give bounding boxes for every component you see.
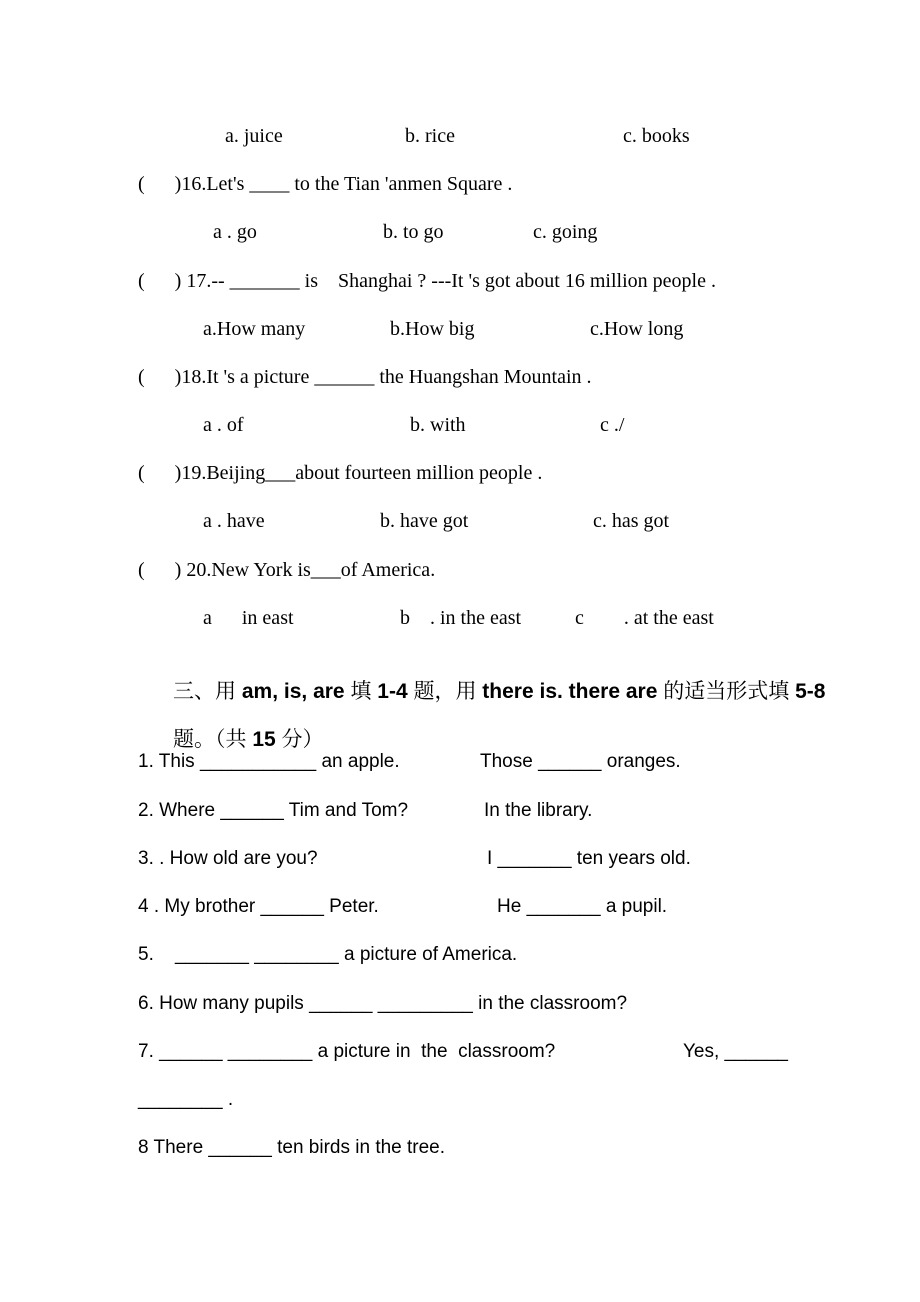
options-16 bbox=[0, 219, 920, 247]
option-16-a: a . go bbox=[213, 221, 257, 243]
header-segment: 题，用 bbox=[407, 680, 483, 703]
question-17 bbox=[0, 268, 920, 296]
question-19-text: ( )19.Beijing___about fourteen million people . bbox=[138, 462, 543, 484]
header-segment: 三、用 bbox=[173, 680, 242, 703]
fill-item-7-left: 7. ______ ________ a picture in the classroom? bbox=[138, 1041, 556, 1062]
option-18-c: c ./ bbox=[600, 414, 625, 436]
fill-item-6 bbox=[0, 991, 920, 1019]
option-15-b: b. rice bbox=[405, 125, 455, 147]
options-20 bbox=[0, 605, 920, 633]
fill-item-2 bbox=[0, 798, 920, 826]
header-segment: 5-8 bbox=[795, 680, 826, 703]
option-20-c: c . at the east bbox=[575, 607, 714, 629]
fill-item-8 bbox=[0, 1135, 920, 1163]
question-20 bbox=[0, 557, 920, 585]
options-18 bbox=[0, 412, 920, 440]
option-19-b: b. have got bbox=[380, 510, 469, 532]
fill-item-3-right: I _______ ten years old. bbox=[487, 848, 691, 869]
fill-item-7-continuation bbox=[0, 1087, 920, 1115]
fill-item-1 bbox=[0, 749, 920, 777]
option-18-b: b. with bbox=[410, 414, 466, 436]
option-17-b: b.How big bbox=[390, 318, 475, 340]
header-segment: there is. there are bbox=[482, 680, 658, 703]
fill-item-6-text: 6. How many pupils ______ _________ in the classroom? bbox=[138, 993, 628, 1014]
fill-item-5 bbox=[0, 942, 920, 970]
fill-item-3-left: 3. . How old are you? bbox=[138, 848, 318, 869]
option-15-a: a. juice bbox=[225, 125, 283, 147]
fill-item-2-right: In the library. bbox=[484, 800, 593, 821]
option-15-c: c. books bbox=[623, 125, 690, 147]
fill-item-5-text: 5. _______ ________ a picture of America. bbox=[138, 944, 518, 965]
section-3-header-line-2 bbox=[0, 701, 920, 751]
option-16-b: b. to go bbox=[383, 221, 444, 243]
option-20-a: a in east bbox=[203, 607, 294, 629]
header-segment: 15 bbox=[252, 728, 276, 751]
fill-item-4 bbox=[0, 894, 920, 922]
header-segment: 分） bbox=[275, 728, 324, 751]
fill-item-1-right: Those ______ oranges. bbox=[480, 751, 681, 772]
question-19 bbox=[0, 460, 920, 488]
options-17 bbox=[0, 316, 920, 344]
fill-item-4-right: He _______ a pupil. bbox=[497, 896, 668, 917]
header-segment: 1-4 bbox=[377, 680, 408, 703]
fill-item-2-left: 2. Where ______ Tim and Tom? bbox=[138, 800, 409, 821]
option-20-b: b . in the east bbox=[400, 607, 522, 629]
header-segment: am, is, are bbox=[241, 680, 345, 703]
question-20-text: ( ) 20.New York is___of America. bbox=[138, 559, 436, 581]
option-18-a: a . of bbox=[203, 414, 244, 436]
section-3-header-line-1 bbox=[0, 653, 920, 703]
option-19-c: c. has got bbox=[593, 510, 670, 532]
header-segment: 题。（共 bbox=[173, 728, 253, 751]
fill-item-4-left: 4 . My brother ______ Peter. bbox=[138, 896, 379, 917]
fill-item-7-continuation-text: ________ . bbox=[138, 1089, 234, 1110]
options-19 bbox=[0, 508, 920, 536]
fill-item-3 bbox=[0, 846, 920, 874]
header-segment: 填 bbox=[344, 680, 378, 703]
header-segment: 的适当形式填 bbox=[657, 680, 796, 703]
option-19-a: a . have bbox=[203, 510, 265, 532]
fill-item-1-left: 1. This ___________ an apple. bbox=[138, 751, 400, 772]
option-16-c: c. going bbox=[533, 221, 598, 243]
question-16-text: ( )16.Let's ____ to the Tian 'anmen Square . bbox=[138, 173, 513, 195]
question-18-text: ( )18.It 's a picture ______ the Huangshan Mountain . bbox=[138, 366, 592, 388]
question-16 bbox=[0, 171, 920, 199]
question-18 bbox=[0, 364, 920, 392]
option-17-c: c.How long bbox=[590, 318, 684, 340]
options-15 bbox=[0, 123, 920, 151]
fill-item-7-right: Yes, ______ bbox=[683, 1041, 788, 1062]
fill-item-7 bbox=[0, 1039, 920, 1067]
question-17-text: ( ) 17.-- _______ is Shanghai ? ---It 's got about 16 million people . bbox=[138, 270, 716, 292]
option-17-a: a.How many bbox=[203, 318, 306, 340]
fill-item-8-text: 8 There ______ ten birds in the tree. bbox=[138, 1137, 446, 1158]
